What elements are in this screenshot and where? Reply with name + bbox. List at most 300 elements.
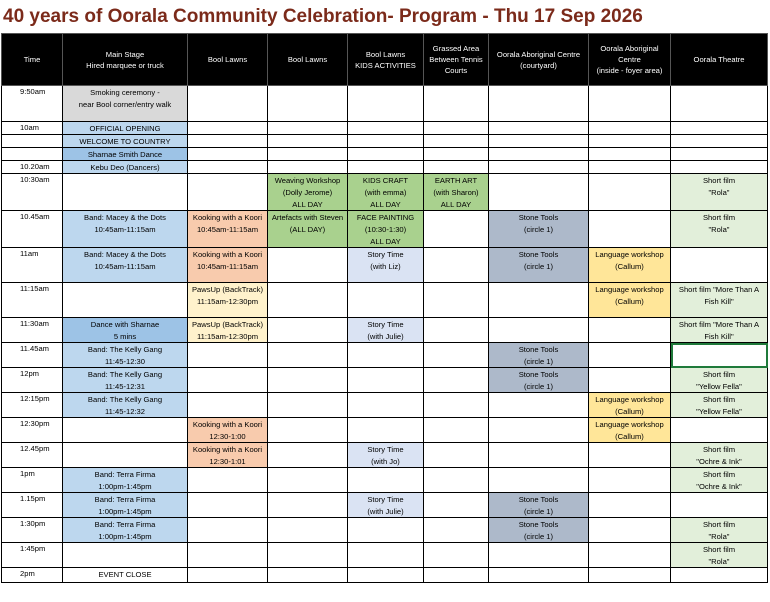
schedule-cell[interactable] <box>671 543 768 568</box>
schedule-cell[interactable] <box>489 161 589 174</box>
schedule-cell[interactable] <box>489 148 589 161</box>
schedule-cell[interactable] <box>268 568 348 583</box>
table-row <box>2 418 768 443</box>
activity-line: (circle 1) <box>523 532 554 541</box>
time-cell[interactable]: 1:45pm <box>2 543 63 568</box>
activity-line: Stone Tools <box>518 520 559 529</box>
schedule-cell[interactable] <box>188 393 268 418</box>
time-cell[interactable]: 1:30pm <box>2 518 63 543</box>
schedule-cell[interactable] <box>589 543 671 568</box>
column-header-line: Oorala Aboriginal Centre <box>496 49 581 59</box>
schedule-cell[interactable] <box>671 122 768 135</box>
schedule-cell[interactable] <box>424 211 489 248</box>
activity-line: "Rola" <box>708 225 730 234</box>
column-header <box>348 34 424 86</box>
program-table <box>1 33 768 583</box>
schedule-cell[interactable] <box>671 148 768 161</box>
time-cell[interactable]: 11am <box>2 248 63 283</box>
schedule-cell[interactable] <box>424 568 489 583</box>
schedule-cell[interactable] <box>348 283 424 318</box>
activity-line: Short film <box>702 176 736 185</box>
activity-line: Band: Terra Firma <box>94 495 156 504</box>
schedule-cell[interactable] <box>589 174 671 211</box>
schedule-cell[interactable] <box>489 86 589 122</box>
schedule-cell[interactable] <box>348 393 424 418</box>
table-row <box>2 161 768 174</box>
schedule-cell[interactable] <box>63 318 188 343</box>
activity-line: (Dolly Jerome) <box>282 188 333 197</box>
schedule-cell[interactable] <box>348 86 424 122</box>
schedule-cell[interactable] <box>63 161 188 174</box>
column-header-line: (inside - foyer area) <box>596 66 663 75</box>
schedule-cell[interactable] <box>268 368 348 393</box>
activity-line: (with Sharon) <box>433 188 479 197</box>
schedule-cell[interactable] <box>348 418 424 443</box>
activity-line: (Callum) <box>615 297 644 306</box>
activity-line: EVENT CLOSE <box>98 570 152 579</box>
activity-line: Stone Tools <box>518 250 559 259</box>
activity-line: Language workshop <box>595 250 664 259</box>
column-header-line: (courtyard) <box>520 60 557 70</box>
activity-line: Kooking with a Koori <box>192 250 263 259</box>
time-cell[interactable]: 10:30am <box>2 174 63 211</box>
activity-line: Language workshop <box>595 285 664 294</box>
column-header-line: KIDS ACTIVITIES <box>355 60 416 70</box>
schedule-cell[interactable] <box>268 161 348 174</box>
schedule-cell[interactable] <box>268 248 348 283</box>
schedule-cell[interactable] <box>589 148 671 161</box>
time-cell[interactable]: 12.45pm <box>2 443 63 468</box>
schedule-cell[interactable] <box>671 368 768 393</box>
schedule-cell[interactable] <box>188 543 268 568</box>
activity-line: 11:45-12:32 <box>105 407 145 416</box>
schedule-cell[interactable] <box>188 443 268 468</box>
activity-line: (Callum) <box>615 407 644 416</box>
schedule-cell[interactable] <box>63 248 188 283</box>
activity-line: 11:15am-12:30pm <box>196 332 259 341</box>
time-cell[interactable]: 12pm <box>2 368 63 393</box>
table-row <box>2 86 768 122</box>
table-row <box>2 174 768 211</box>
schedule-cell[interactable] <box>671 518 768 543</box>
program-body <box>2 86 768 583</box>
activity-line: "Ochre & Ink" <box>696 457 742 466</box>
activity-line: 12:30-1:00 <box>209 432 246 441</box>
schedule-cell[interactable] <box>63 283 188 318</box>
schedule-cell[interactable] <box>424 86 489 122</box>
activity-line: Band: The Kelly Gang <box>87 395 163 404</box>
activity-line: Sharnae Smith Dance <box>87 150 163 159</box>
activity-line: 1:00pm-1:45pm <box>98 532 152 541</box>
schedule-cell[interactable] <box>671 468 768 493</box>
activity-line: Band: The Kelly Gang <box>87 345 163 354</box>
schedule-cell[interactable] <box>188 161 268 174</box>
column-header-line: Bool Lawns <box>365 49 406 59</box>
schedule-cell[interactable] <box>63 468 188 493</box>
time-cell[interactable]: 10.20am <box>2 161 63 174</box>
schedule-cell[interactable] <box>424 368 489 393</box>
column-header <box>63 34 188 86</box>
schedule-cell[interactable] <box>63 518 188 543</box>
schedule-cell[interactable] <box>671 343 768 368</box>
schedule-cell[interactable] <box>489 368 589 393</box>
schedule-cell[interactable] <box>63 148 188 161</box>
time-cell[interactable]: 12:15pm <box>2 393 63 418</box>
header-row <box>2 34 768 86</box>
schedule-cell[interactable] <box>268 418 348 443</box>
schedule-cell[interactable] <box>489 393 589 418</box>
schedule-cell[interactable] <box>63 393 188 418</box>
activity-line: (Callum) <box>615 262 644 271</box>
table-row <box>2 283 768 318</box>
column-header <box>489 34 589 86</box>
time-cell[interactable]: 10am <box>2 122 63 135</box>
schedule-cell[interactable] <box>589 161 671 174</box>
schedule-cell[interactable] <box>671 86 768 122</box>
schedule-cell[interactable] <box>63 343 188 368</box>
table-row <box>2 318 768 343</box>
activity-line: (with Liz) <box>370 262 401 271</box>
schedule-cell[interactable] <box>188 283 268 318</box>
schedule-cell[interactable] <box>188 122 268 135</box>
schedule-cell[interactable] <box>188 368 268 393</box>
schedule-cell[interactable] <box>348 343 424 368</box>
activity-line: Stone Tools <box>518 370 559 379</box>
table-row <box>2 543 768 568</box>
time-cell[interactable]: 11.45am <box>2 343 63 368</box>
schedule-cell[interactable] <box>348 161 424 174</box>
schedule-cell[interactable] <box>63 211 188 248</box>
schedule-cell[interactable] <box>489 283 589 318</box>
schedule-cell[interactable] <box>188 343 268 368</box>
activity-line: "Rola" <box>708 532 730 541</box>
activity-line: Stone Tools <box>518 495 559 504</box>
activity-line: Band: Macey & the Dots <box>84 250 166 259</box>
schedule-cell[interactable] <box>268 86 348 122</box>
schedule-cell[interactable] <box>268 393 348 418</box>
activity-line: ALL DAY <box>440 200 472 209</box>
schedule-cell[interactable] <box>63 174 188 211</box>
activity-line: Kooking with a Koori <box>192 213 263 222</box>
activity-line: PawsUp (BackTrack) <box>191 285 264 294</box>
schedule-cell[interactable] <box>424 393 489 418</box>
activity-line: Short film <box>702 470 736 479</box>
activity-line: Band: Terra Firma <box>94 520 156 529</box>
column-header-line: Hired marquee or truck <box>86 60 164 70</box>
schedule-cell[interactable] <box>188 468 268 493</box>
activity-line: "Rola" <box>708 557 730 566</box>
column-header-line: Between Tennis <box>429 55 483 64</box>
schedule-cell[interactable] <box>348 543 424 568</box>
activity-line: 1:00pm-1:45pm <box>98 482 152 491</box>
schedule-cell[interactable] <box>348 518 424 543</box>
schedule-cell[interactable] <box>671 443 768 468</box>
schedule-cell[interactable] <box>671 283 768 318</box>
time-cell[interactable]: 10.45am <box>2 211 63 248</box>
activity-line: Language workshop <box>595 395 664 404</box>
schedule-cell[interactable] <box>424 443 489 468</box>
activity-line: Short film "More Than A <box>678 320 760 329</box>
schedule-cell[interactable] <box>489 174 589 211</box>
schedule-cell[interactable] <box>489 135 589 148</box>
schedule-cell[interactable] <box>188 86 268 122</box>
activity-line: Stone Tools <box>518 213 559 222</box>
schedule-cell[interactable] <box>348 122 424 135</box>
table-row <box>2 135 768 148</box>
activity-line: PawsUp (BackTrack) <box>191 320 264 329</box>
schedule-cell[interactable] <box>63 493 188 518</box>
table-row <box>2 368 768 393</box>
schedule-cell[interactable] <box>424 418 489 443</box>
schedule-cell[interactable] <box>63 135 188 148</box>
activity-line: "Ochre & Ink" <box>696 482 742 491</box>
activity-line: (circle 1) <box>523 262 554 271</box>
schedule-cell[interactable] <box>63 543 188 568</box>
schedule-cell[interactable] <box>348 443 424 468</box>
schedule-cell[interactable] <box>489 122 589 135</box>
schedule-cell[interactable] <box>589 368 671 393</box>
schedule-cell[interactable] <box>424 148 489 161</box>
activity-line: 12:30-1:01 <box>209 457 246 466</box>
schedule-cell[interactable] <box>424 493 489 518</box>
schedule-cell[interactable] <box>671 418 768 443</box>
time-cell[interactable]: 1.15pm <box>2 493 63 518</box>
schedule-cell[interactable] <box>268 148 348 161</box>
activity-line: EARTH ART <box>434 176 478 185</box>
schedule-cell[interactable] <box>268 135 348 148</box>
time-cell[interactable]: 11:15am <box>2 283 63 318</box>
schedule-cell[interactable] <box>489 343 589 368</box>
schedule-cell[interactable] <box>589 122 671 135</box>
activity-line: "Yellow Fella" <box>696 382 742 391</box>
activity-line: Weaving Workshop <box>274 176 341 185</box>
table-row <box>2 468 768 493</box>
schedule-cell[interactable] <box>671 568 768 583</box>
activity-line: (with Jo) <box>371 457 400 466</box>
schedule-cell[interactable] <box>489 418 589 443</box>
activity-line: (circle 1) <box>523 382 554 391</box>
schedule-cell[interactable] <box>424 343 489 368</box>
activity-line: Kooking with a Koori <box>192 445 263 454</box>
schedule-cell[interactable] <box>348 174 424 211</box>
schedule-cell[interactable] <box>489 468 589 493</box>
schedule-cell[interactable] <box>489 318 589 343</box>
activity-line: ALL DAY <box>292 200 323 209</box>
activity-line: FACE PAINTING <box>356 213 415 222</box>
schedule-cell[interactable] <box>424 248 489 283</box>
schedule-cell[interactable] <box>268 543 348 568</box>
schedule-cell[interactable] <box>589 211 671 248</box>
schedule-cell[interactable] <box>589 318 671 343</box>
table-row <box>2 393 768 418</box>
schedule-cell[interactable] <box>348 493 424 518</box>
schedule-cell[interactable] <box>268 283 348 318</box>
schedule-cell[interactable] <box>589 468 671 493</box>
schedule-cell[interactable] <box>589 418 671 443</box>
schedule-cell[interactable] <box>188 568 268 583</box>
schedule-cell[interactable] <box>671 248 768 283</box>
schedule-cell[interactable] <box>489 518 589 543</box>
activity-line: (with emma) <box>364 188 407 197</box>
schedule-cell[interactable] <box>424 518 489 543</box>
schedule-cell[interactable] <box>589 518 671 543</box>
schedule-cell[interactable] <box>348 211 424 248</box>
schedule-cell[interactable] <box>348 468 424 493</box>
schedule-cell[interactable] <box>188 493 268 518</box>
schedule-cell[interactable] <box>188 418 268 443</box>
schedule-cell[interactable] <box>63 368 188 393</box>
schedule-cell[interactable] <box>589 86 671 122</box>
time-cell[interactable] <box>2 148 63 161</box>
schedule-cell[interactable] <box>424 161 489 174</box>
schedule-cell[interactable] <box>348 148 424 161</box>
schedule-cell[interactable] <box>671 318 768 343</box>
activity-line: near Bool corner/entry walk <box>78 100 172 109</box>
schedule-cell[interactable] <box>268 174 348 211</box>
activity-line: ALL DAY <box>370 200 401 209</box>
schedule-cell[interactable] <box>63 86 188 122</box>
schedule-cell[interactable] <box>489 493 589 518</box>
schedule-cell[interactable] <box>268 518 348 543</box>
activity-line: Short film <box>702 520 736 529</box>
activity-line: WELCOME TO COUNTRY <box>79 137 171 146</box>
schedule-cell[interactable] <box>424 174 489 211</box>
activity-line: Band: The Kelly Gang <box>87 370 163 379</box>
activity-line: (circle 1) <box>523 507 554 516</box>
column-header <box>188 34 268 86</box>
activity-line: Story Time <box>367 495 404 504</box>
schedule-cell[interactable] <box>268 443 348 468</box>
table-row <box>2 122 768 135</box>
schedule-cell[interactable] <box>489 211 589 248</box>
schedule-cell[interactable] <box>268 318 348 343</box>
column-header <box>2 34 63 86</box>
table-row <box>2 443 768 468</box>
schedule-cell[interactable] <box>268 468 348 493</box>
schedule-cell[interactable] <box>188 518 268 543</box>
time-cell[interactable] <box>2 135 63 148</box>
activity-line: Short film "More Than A <box>678 285 760 294</box>
time-cell[interactable]: 12:30pm <box>2 418 63 443</box>
schedule-cell[interactable] <box>188 148 268 161</box>
schedule-cell[interactable] <box>268 122 348 135</box>
schedule-cell[interactable] <box>671 174 768 211</box>
column-header-line: Centre <box>618 55 641 64</box>
column-header <box>589 34 671 86</box>
schedule-cell[interactable] <box>589 283 671 318</box>
column-header-line: Time <box>23 55 41 64</box>
activity-line: (ALL DAY) <box>289 225 326 234</box>
column-header <box>424 34 489 86</box>
schedule-cell[interactable] <box>268 211 348 248</box>
column-header <box>268 34 348 86</box>
schedule-cell[interactable] <box>671 211 768 248</box>
activity-line: Short film <box>702 370 736 379</box>
schedule-cell[interactable] <box>63 443 188 468</box>
activity-line: Fish Kill" <box>704 332 734 341</box>
schedule-cell[interactable] <box>188 318 268 343</box>
activity-line: Artefacts with Steven <box>271 213 344 222</box>
schedule-cell[interactable] <box>348 568 424 583</box>
activity-line: Band: Terra Firma <box>94 470 156 479</box>
schedule-cell[interactable] <box>489 248 589 283</box>
schedule-cell[interactable] <box>268 343 348 368</box>
schedule-cell[interactable] <box>348 318 424 343</box>
schedule-cell[interactable] <box>489 443 589 468</box>
column-header-line: Main Stage <box>105 49 145 59</box>
activity-line: Language workshop <box>595 420 664 429</box>
schedule-cell[interactable] <box>424 468 489 493</box>
activity-line: Story Time <box>367 250 404 259</box>
schedule-cell[interactable] <box>589 248 671 283</box>
schedule-cell[interactable] <box>188 248 268 283</box>
time-cell[interactable]: 1pm <box>2 468 63 493</box>
schedule-cell[interactable] <box>424 135 489 148</box>
activity-line: 10:45am-11:15am <box>196 262 259 271</box>
activity-line: Kooking with a Koori <box>192 420 263 429</box>
schedule-cell[interactable] <box>188 174 268 211</box>
schedule-cell[interactable] <box>424 543 489 568</box>
schedule-cell[interactable] <box>63 568 188 583</box>
activity-line: Stone Tools <box>518 345 559 354</box>
activity-line: 10:45am-11:15am <box>94 225 156 234</box>
schedule-cell[interactable] <box>671 393 768 418</box>
schedule-cell[interactable] <box>348 248 424 283</box>
schedule-cell[interactable] <box>424 318 489 343</box>
activity-line: 1:00pm-1:45pm <box>98 507 152 516</box>
schedule-cell[interactable] <box>489 568 589 583</box>
schedule-cell[interactable] <box>348 368 424 393</box>
table-row <box>2 518 768 543</box>
activity-line: Short film <box>702 445 736 454</box>
schedule-cell[interactable] <box>268 493 348 518</box>
table-row <box>2 568 768 583</box>
schedule-cell[interactable] <box>589 493 671 518</box>
column-header-line: Bool Lawns <box>287 55 328 64</box>
schedule-cell[interactable] <box>589 343 671 368</box>
schedule-cell[interactable] <box>589 393 671 418</box>
activity-line: ALL DAY <box>370 237 401 246</box>
table-row <box>2 148 768 161</box>
schedule-cell[interactable] <box>589 568 671 583</box>
activity-line: OFFICIAL OPENING <box>89 124 161 133</box>
schedule-cell[interactable] <box>63 418 188 443</box>
schedule-cell[interactable] <box>188 211 268 248</box>
page-title: 40 years of Oorala Community Celebration- Program - Thu 17 Sep 2026 <box>3 6 643 27</box>
schedule-cell[interactable] <box>188 135 268 148</box>
schedule-cell[interactable] <box>671 161 768 174</box>
schedule-cell[interactable] <box>348 135 424 148</box>
activity-line: 11:15am-12:30pm <box>196 297 259 306</box>
table-row <box>2 211 768 248</box>
schedule-cell[interactable] <box>589 135 671 148</box>
activity-line: 10:45am-11:15am <box>196 225 259 234</box>
activity-line: 10:45am-11:15am <box>94 262 156 271</box>
time-cell[interactable]: 2pm <box>2 568 63 583</box>
schedule-cell[interactable] <box>671 135 768 148</box>
activity-line: KIDS CRAFT <box>362 176 409 185</box>
schedule-cell[interactable] <box>63 122 188 135</box>
time-cell[interactable]: 11:30am <box>2 318 63 343</box>
schedule-cell[interactable] <box>589 443 671 468</box>
activity-line: Fish Kill" <box>704 297 734 306</box>
schedule-cell[interactable] <box>671 493 768 518</box>
schedule-cell[interactable] <box>424 283 489 318</box>
schedule-cell[interactable] <box>424 122 489 135</box>
time-cell[interactable]: 9:50am <box>2 86 63 122</box>
schedule-cell[interactable] <box>489 543 589 568</box>
activity-line: 11:45-12:30 <box>105 357 145 366</box>
